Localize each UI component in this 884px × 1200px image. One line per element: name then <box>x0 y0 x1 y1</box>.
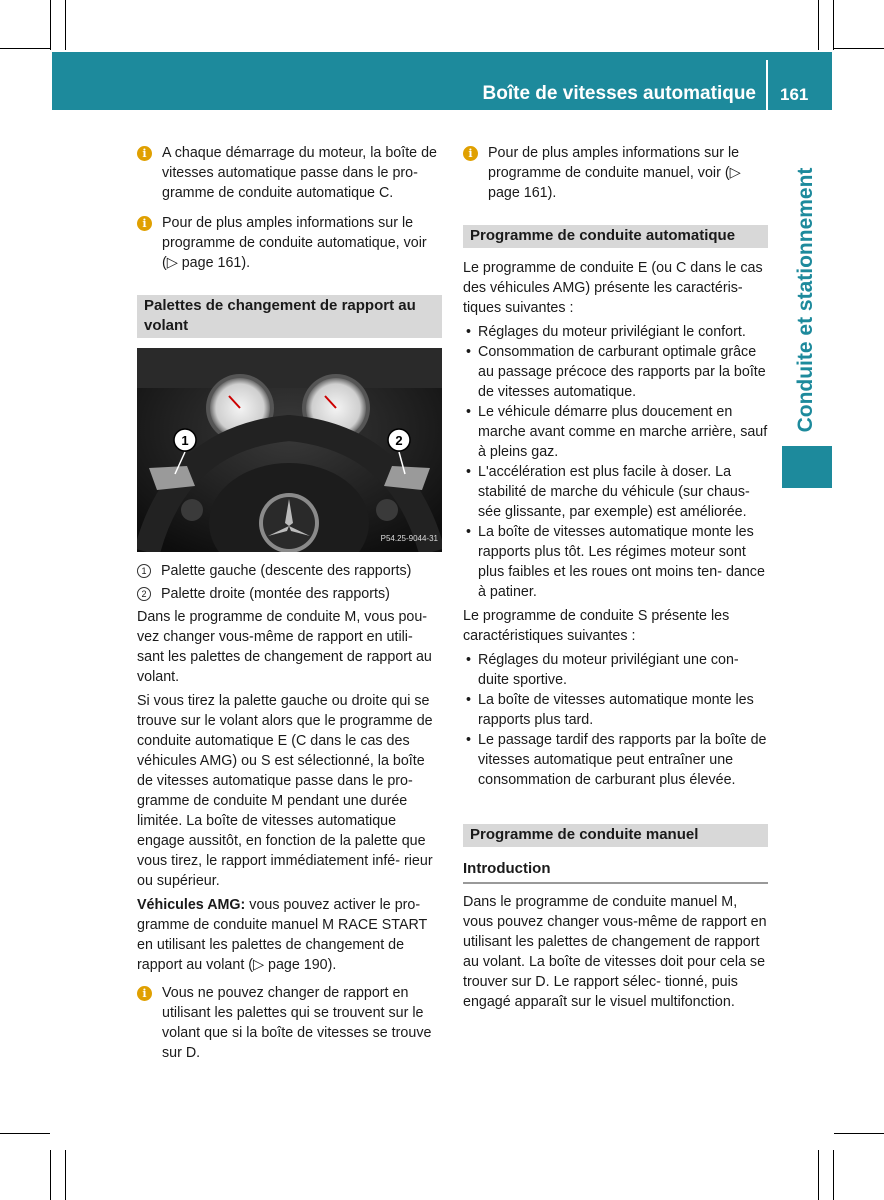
list-item: • Réglages du moteur privilégiant le confort. <box>463 322 768 342</box>
paragraph: Le programme de conduite E (ou C dans le cas des véhicules AMG) présente les caractéris- tiques suivantes : <box>463 260 763 316</box>
legend-item <box>137 561 442 581</box>
section-heading: Palettes de changement de rapport au volant <box>137 295 442 338</box>
info-note <box>463 143 768 203</box>
subsection-heading: Introduction <box>463 859 768 884</box>
amg-text: vous pouvez activer le pro- gramme de conduite manuel M RACE START en utilisant les palettes de changement de rapport au volant (▷ page 190). <box>137 897 428 973</box>
section-heading: Programme de conduite automatique <box>463 225 768 248</box>
info-icon: i <box>463 146 478 161</box>
info-note <box>137 143 442 203</box>
list-item: • Le véhicule démarre plus doucement en marche avant comme en marche arrière, sauf à pleins gaz. <box>463 402 768 462</box>
info-note <box>137 213 442 273</box>
crop-mark <box>50 1150 51 1200</box>
info-text: Pour de plus amples informations sur le programme de conduite manuel, voir (▷ page 161). <box>488 145 741 201</box>
crop-mark <box>833 1150 834 1200</box>
paragraph: Dans le programme de conduite manuel M, vous pouvez changer vous-même de rapport en utilisant les palettes de changement de rapport au volant. La boîte de vitesses doit pour cela se trouver sur D. Le rapport sélec- tionné, puis engagé apparaît sur le visuel multifonction. <box>463 894 767 1010</box>
list-item: • La boîte de vitesses automatique monte les rapports plus tôt. Les régimes moteur sont plus faibles et les roues ont moins ten- dance à patiner. <box>463 522 768 602</box>
callout-2-label: 2 <box>395 433 403 448</box>
right-column <box>463 143 768 1016</box>
list-item: • Consommation de carburant optimale grâce au passage précoce des rapports par la boîte de vitesses automatique. <box>463 342 768 402</box>
section-heading: Programme de conduite manuel <box>463 824 768 847</box>
page-number: 161 <box>780 85 809 104</box>
left-column <box>137 143 442 1073</box>
info-text: A chaque démarrage du moteur, la boîte de vitesses automatique passe dans le pro- gramme de conduite automatique C. <box>162 145 438 201</box>
legend-item <box>137 584 442 604</box>
legend-number: 2 <box>137 587 151 601</box>
legend-number: 1 <box>137 564 151 578</box>
paragraph: Le programme de conduite S présente les caractéristiques suivantes : <box>463 608 730 644</box>
list-item: • La boîte de vitesses automatique monte les rapports plus tard. <box>463 690 768 730</box>
bullet-list <box>463 322 768 602</box>
list-item: • Réglages du moteur privilégiant une con- duite sportive. <box>463 650 768 690</box>
crop-mark <box>834 48 884 49</box>
list-item: • L'accélération est plus facile à doser. La stabilité de marche du véhicule (sur chaus- sée glissante, par exemple) est améliorée. <box>463 462 768 522</box>
photo-code: P54.25-9044-31 <box>380 534 438 543</box>
steering-wheel-photo <box>137 348 442 552</box>
list-item: • Le passage tardif des rapports par la boîte de vitesses automatique peut entraîner une consommation de carburant plus élevée. <box>463 730 768 790</box>
legend-text: Palette gauche (descente des rapports) <box>161 563 412 579</box>
info-icon: i <box>137 146 152 161</box>
header-divider <box>766 60 768 110</box>
info-icon: i <box>137 216 152 231</box>
crop-mark <box>818 0 819 50</box>
info-icon: i <box>137 986 152 1001</box>
paragraph: Si vous tirez la palette gauche ou droite qui se trouve sur le volant alors que le programme de conduite automatique E (C dans le cas des véhicules AMG) ou S est sélectionné, la boîte de vitesses automatique passe dans le pro- gramme de conduite M pendant une durée limitée. La boîte de vitesses automatique engage aussitôt, en fonction de la palette que vous tirez, le rapport immédiatement infé- rieur ou supérieur. <box>137 693 433 889</box>
crop-mark <box>50 0 51 50</box>
steering-wheel-illustration <box>137 348 442 552</box>
chapter-tab <box>782 446 832 488</box>
legend-text: Palette droite (montée des rapports) <box>161 586 390 602</box>
crop-mark <box>818 1150 819 1200</box>
crop-mark <box>0 48 50 49</box>
amg-label: Véhicules AMG: <box>137 897 246 913</box>
chapter-label: Conduite et stationnement <box>794 167 817 433</box>
info-text: Vous ne pouvez changer de rapport en utilisant les palettes qui se trouvent sur le volant que si la boîte de vitesses se trouve sur D. <box>162 985 432 1061</box>
crop-mark <box>834 1133 884 1134</box>
page-title: Boîte de vitesses automatique <box>482 83 756 104</box>
crop-mark <box>65 1150 66 1200</box>
paragraph <box>137 895 442 975</box>
info-note <box>137 983 442 1063</box>
paragraph: Dans le programme de conduite M, vous pou- vez changer vous-même de rapport en utili- sant les palettes de changement de rapport au volant. <box>137 609 432 685</box>
crop-mark <box>833 0 834 50</box>
bullet-list <box>463 650 768 790</box>
callout-1-label: 1 <box>181 433 189 448</box>
crop-mark <box>0 1133 50 1134</box>
crop-mark <box>65 0 66 50</box>
info-text: Pour de plus amples informations sur le programme de conduite automatique, voir (▷ page 161). <box>162 215 427 271</box>
